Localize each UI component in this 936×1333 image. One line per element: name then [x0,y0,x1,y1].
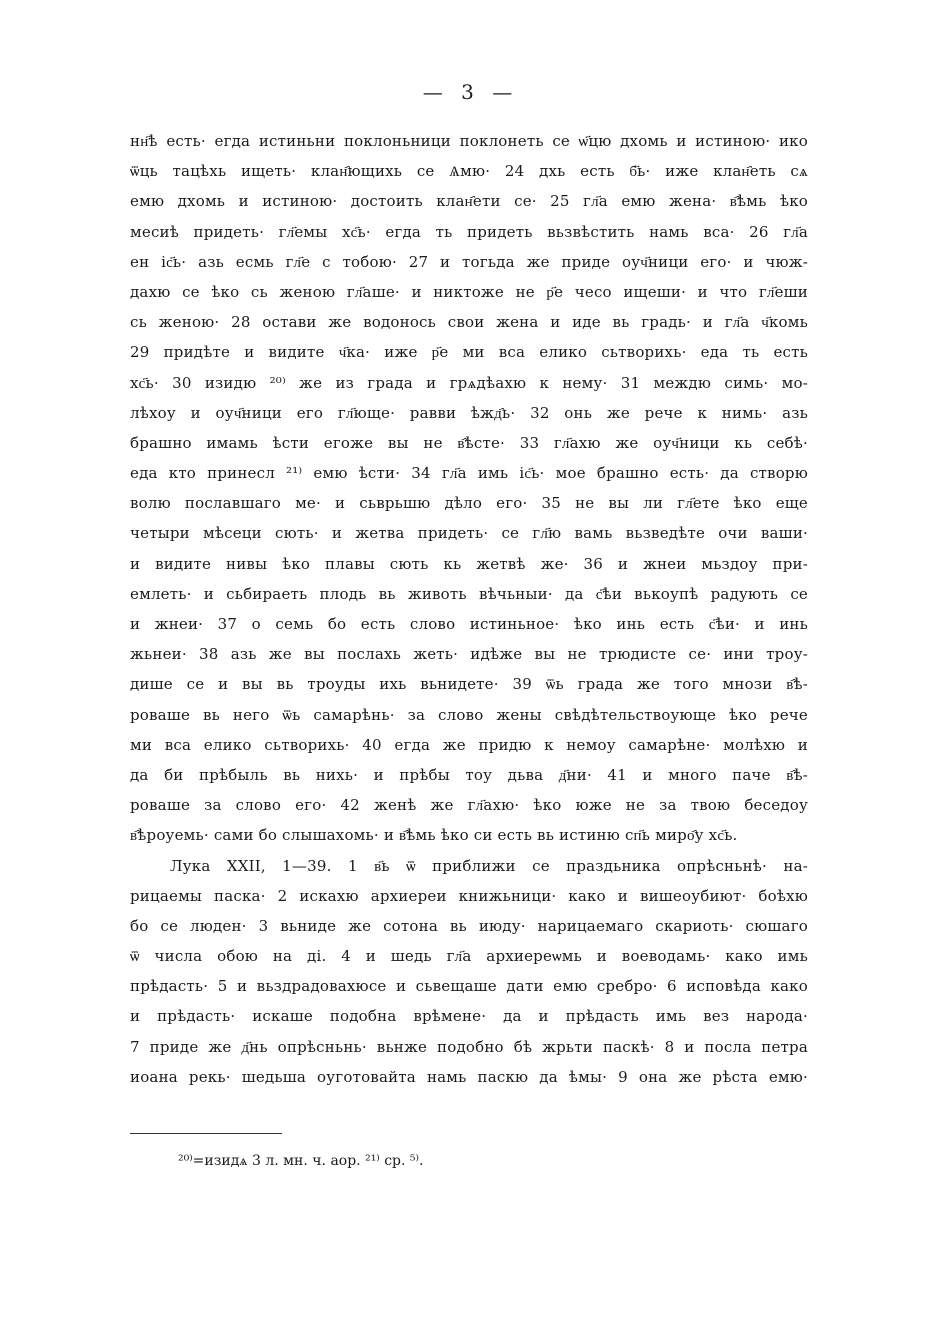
text-line: месиѣ придеть· гл҃емы хс҃ь· егда ть придеть вьзвѣстить намь вса· 26 гл҃а [130,222,808,241]
text-line: четыри мѣсеци сють· и жетва придеть· се гл҃ю вамь вьзведѣте очи ваши· [130,524,808,543]
text-line: 7 приде же д҃нь опрѣсньнь· вьнже подобно бѣ жрьти паскѣ· 8 и посла петра [130,1037,808,1056]
page-number: 3 [461,80,475,104]
footnote-divider [130,1133,282,1134]
text-line: лѣхоу и оуч҃ници его гл҃юще· равви ѣжд҄ь· 32 онь же рече к нимь· азь [130,403,808,422]
text-line: ен іс҃ь· азь есмь гл҃е с тобою· 27 и тогьда же приде оуч҃ници его· и чюж- [130,252,808,271]
body-text [130,126,808,1092]
text-line: да би прѣбыль вь нихь· и прѣбы тоу дьва д҃ни· 41 и много паче в҄ѣ- [130,765,808,784]
text-line: ми вса елико сьтворихь· 40 егда же придю к немоу самарѣне· молѣхю и [130,735,808,754]
text-line: ѿць тацѣхь ищеть· клан҄ющихь се Ѧмю· 24 дхь есть б҃ь· иже клан҄еть сѧ [130,162,808,181]
text-line: рицаемы паска· 2 искахю архиереи книжьници· како и вишеоубиют· боѣхю [130,886,808,905]
text-line: дахю се ѣко сь женою гл҃аше· и никтоже не р҃е чесо ищеши· и что гл҃еши [130,282,808,301]
text-line: 29 придѣте и видите ч҃ка· иже р҃е ми вса елико сьтворихь· еда ть есть [130,343,808,362]
text-line: жьнеи· 38 азь же вы послахь жеть· идѣже вы не трюдисте се· ини троу- [130,645,808,664]
text-line: и видите нивы ѣко плавы сють кь жетвѣ же· 36 и жнеи мьздоу при- [130,554,808,573]
text-line: сь женою· 28 остави же водонось свои жена и иде вь градь· и гл҃а ч҃комь [130,313,808,332]
footnote: ²⁰⁾=изидѧ 3 л. мн. ч. аор. ²¹⁾ ср. ⁵⁾. [178,1153,424,1169]
text-line: брашно имамь ѣсти егоже вы не в҄ѣсте· 33 гл҃ахю же оуч҃ници кь себѣ· [130,433,808,452]
text-line: емлеть· и сьбираеть плодь вь животь вѣчьныи· да с҃ѣи вькоупѣ радують се [130,584,808,603]
text-line: роваше вь него ѿь самарѣнь· за слово жены свѣдѣтельствоующе ѣко рече [130,705,808,724]
text-line: нн҃ѣ есть· егда истиньни поклоньници поклонеть се ѡ҃цю дхомь и истиною· ико [130,132,808,150]
text-line: емю дхомь и истиною· достоить клан҄ети се· 25 гл҃а емю жена· в҄ѣмь ѣко [130,192,808,211]
text-line: иоана рекь· шедьша оуготовайта намь паскю да ѣмы· 9 она же рѣста емю· [130,1067,808,1086]
text-line: еда кто принесл ²¹⁾ емю ѣсти· 34 гл҃а имь іс҃ь· мое брашно есть· да створю [130,464,808,483]
page-header [0,80,936,104]
text-line: волю пославшаго ме· и сьврьшю дѣло его· 35 не вы ли гл҃ете ѣко еще [130,494,808,513]
text-line: хс҃ь· 30 изидю ²⁰⁾ же из града и грѧдѣахю к нему· 31 междю симь· мо- [130,373,808,392]
header-dash-right: — [492,80,514,104]
text-line: ѿ числа обою на ді. 4 и шедь гл҃а архиереѡмь и воеводамь· како имь [130,947,808,966]
text-line: и жнеи· 37 о семь бо есть слово истиньное· ѣко инь есть с҃ѣи· и инь [130,615,808,633]
luke-heading-line: Лука XXII, 1—39. 1 в҃ь ѿ приближи се праздьника опрѣсньнѣ· на- [170,856,808,875]
text-line: дише се и вы вь троуды ихь вьнидете· 39 ѿь града же того мнози в҄ѣ- [130,675,808,694]
text-line: в҄ѣроуемь· сами бо слышахомь· и в҄ѣмь ѣко си есть вь истиню сп҃ь миро҄у хс҃ь. [130,826,738,845]
text-line: и прѣдасть· искаше подобна врѣмене· да и прѣдасть имь вез народа· [130,1007,808,1026]
header-dash-left: — [422,80,444,104]
text-line: роваше за слово его· 42 женѣ же гл҃ахю· ѣко юже не за твою беседоу [130,796,808,815]
text-line: бо се люден· 3 вьниде же сотона вь июду· нарицаемаго скариоть· сюшаго [130,916,808,935]
text-line: прѣдасть· 5 и вьздрадовахюсе и сьвещаше дати емю сребро· 6 исповѣда како [130,977,808,996]
